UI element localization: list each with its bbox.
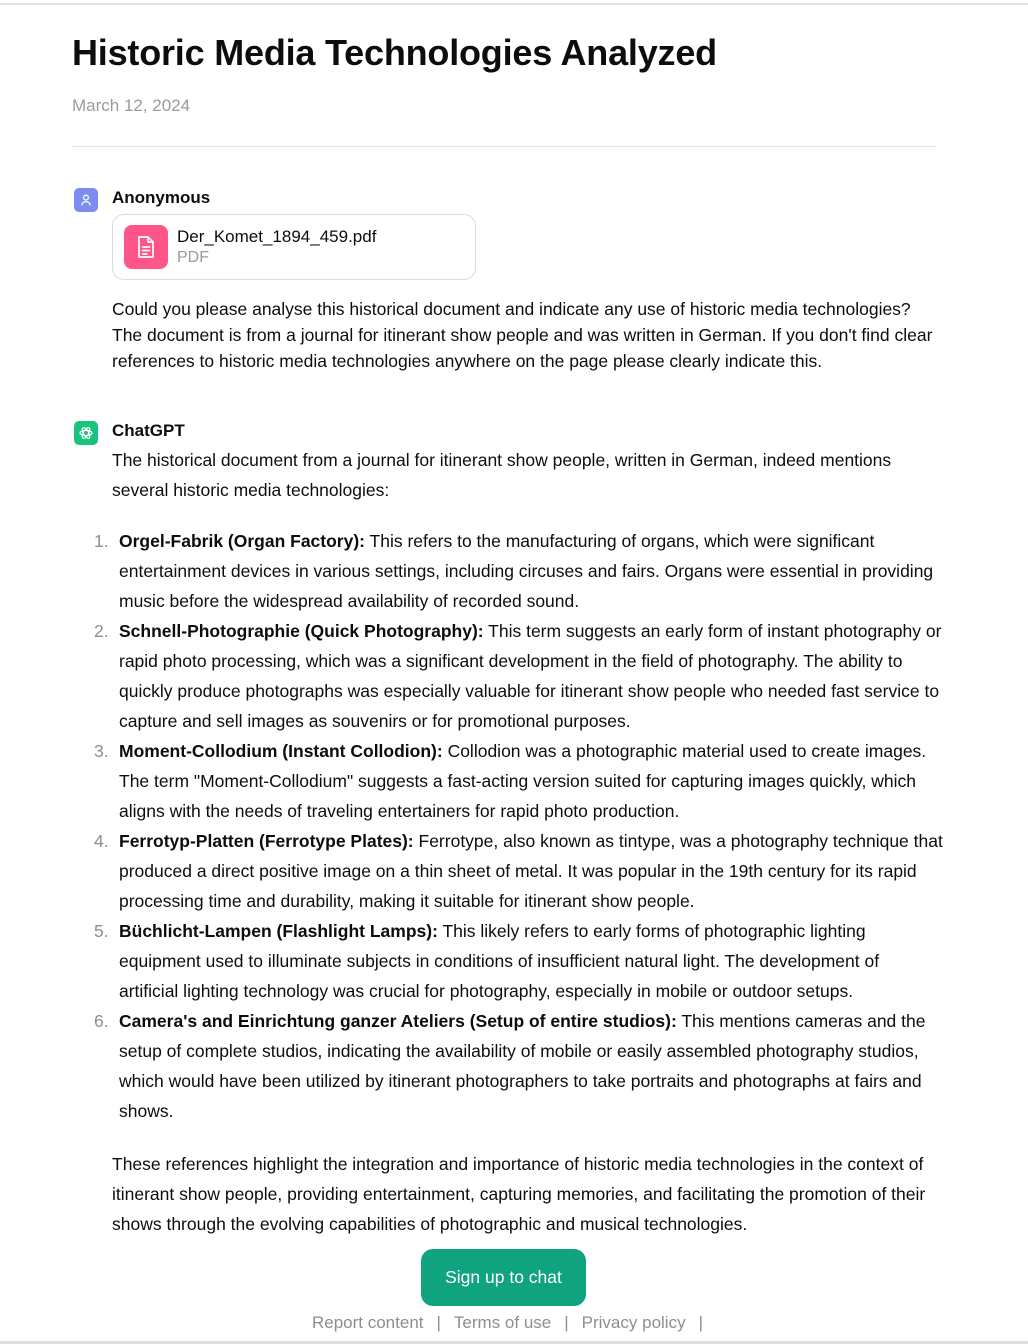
page-title: Historic Media Technologies Analyzed — [72, 32, 717, 73]
attachment-file-type: PDF — [177, 249, 209, 266]
item-term: Orgel-Fabrik (Organ Factory): — [119, 531, 366, 551]
top-border — [0, 3, 1028, 5]
item-description: Ferrotype, also known as tintype, was a photography technique that produced a direct positive image on a thin sheet of metal. It was popular in the 19th century for its rapid processing time and durability, making it suitable for itinerant show people. — [119, 831, 943, 911]
footer-links — [0, 1313, 1028, 1333]
item-term: Ferrotyp-Platten (Ferrotype Plates): — [119, 831, 414, 851]
footer-separator: | — [698, 1313, 703, 1332]
assistant-author-name: ChatGPT — [112, 421, 185, 440]
privacy-policy-link[interactable]: Privacy policy — [581, 1313, 686, 1332]
openai-logo-icon — [74, 421, 98, 445]
header-divider — [72, 146, 936, 147]
item-description: This refers to the manufacturing of organs, which were significant entertainment devices in various settings, including circuses and fairs. Organs were essential in providing music before the widespread availability of recorded sound. — [119, 531, 934, 611]
item-term: Büchlicht-Lampen (Flashlight Lamps): — [119, 921, 438, 941]
item-term: Camera's and Einrichtung ganzer Ateliers (Setup of entire studios): — [119, 1011, 677, 1031]
report-content-link[interactable]: Report content — [311, 1313, 424, 1332]
item-description: This mentions cameras and the setup of complete studios, indicating the availability of mobile or easily assembled photography studios, which would have been utilized by itinerant photographers to take portraits and photographs at fairs and shows. — [119, 1011, 926, 1121]
sign-up-button[interactable]: Sign up to chat — [421, 1249, 586, 1306]
footer-separator: | — [436, 1313, 441, 1332]
item-term: Moment-Collodium (Instant Collodion): — [119, 741, 443, 761]
attachment-file-name: Der_Komet_1894_459.pdf — [177, 227, 377, 246]
item-term: Schnell-Photographie (Quick Photography): — [119, 621, 484, 641]
list-item — [119, 826, 943, 916]
item-description: This term suggests an early form of instant photography or rapid photo processing, which was a significant development in the field of photography. The ability to quickly produce photographs was especially valuable for itinerant show people who needed fast service to capture and sell images as souvenirs or for promotional purposes. — [119, 621, 942, 731]
item-description: This likely refers to early forms of photographic lighting equipment used to illuminate subjects in conditions of insufficient natural light. The development of artificial lighting technology was crucial for photography, especially in mobile or outdoor setups. — [119, 921, 880, 1001]
item-description: Collodion was a photographic material used to create images. The term "Moment-Collodium" suggests a fast-acting version suited for capturing images quickly, which aligns with the needs of traveling entertainers for rapid photo production. — [119, 741, 927, 821]
conversation-date: March 12, 2024 — [72, 96, 191, 115]
media-technologies-list — [112, 526, 943, 1126]
person-icon — [74, 188, 98, 212]
user-author-name: Anonymous — [112, 188, 211, 207]
list-item — [119, 916, 943, 1006]
terms-of-use-link[interactable]: Terms of use — [453, 1313, 552, 1332]
list-item — [119, 736, 943, 826]
user-message-text: Could you please analyse this historical document and indicate any use of historic media technologies? The document is from a journal for itinerant show people and was written in German. If you don't find clear references to historic media technologies anywhere on the page please clearly indicate this. — [112, 299, 933, 371]
list-item — [119, 1006, 943, 1126]
assistant-conclusion-text: These references highlight the integration and importance of historic media technologies in the context of itinerant show people, providing entertainment, capturing memories, and facilitating the promotion of their shows through the evolving capabilities of photographic and musical technologies. — [112, 1154, 926, 1234]
document-icon — [124, 225, 168, 269]
assistant-intro-text: The historical document from a journal for itinerant show people, written in German, indeed mentions several historic media technologies: — [112, 450, 892, 500]
footer-separator: | — [564, 1313, 569, 1332]
list-item — [119, 526, 943, 616]
list-item — [119, 616, 943, 736]
pdf-attachment-card[interactable] — [112, 214, 476, 280]
